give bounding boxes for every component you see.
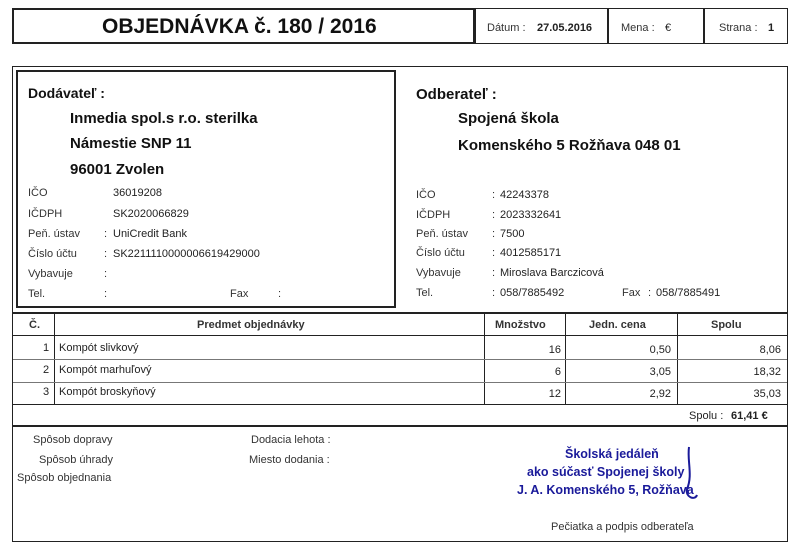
col-header-no: Č. xyxy=(29,319,40,331)
supplier-ico-value: 36019208 xyxy=(113,187,162,199)
shipping-label: Spôsob dopravy xyxy=(33,434,113,446)
customer-account-value: 4012585171 xyxy=(500,247,562,259)
supplier-contact-label: Vybavuje xyxy=(28,268,73,280)
supplier-fax-sep: : xyxy=(278,288,282,300)
customer-ico-value: 42243378 xyxy=(500,189,549,201)
stamp-line-3: J. A. Komenského 5, Rožňava xyxy=(517,483,694,497)
supplier-tel-sep: : xyxy=(104,288,108,300)
supplier-account-sep: : xyxy=(104,248,108,260)
supplier-bank-value: UniCredit Bank xyxy=(113,228,187,240)
table-row-3-no: 3 xyxy=(43,386,50,398)
customer-ico-label: IČO xyxy=(416,189,436,201)
title-box xyxy=(12,8,475,44)
supplier-bank-sep: : xyxy=(104,228,108,240)
customer-tel-label: Tel. xyxy=(416,287,434,299)
supplier-icdph-value: SK2020066829 xyxy=(113,208,189,220)
signature-label: Pečiatka a podpis odberateľa xyxy=(551,521,694,533)
date-box xyxy=(475,8,608,44)
col-header-item: Predmet objednávky xyxy=(197,319,305,331)
page-label: Strana : xyxy=(719,22,758,34)
customer-tel-sep: : xyxy=(492,287,496,299)
customer-contact-sep: : xyxy=(492,267,496,279)
table-row-2-no: 2 xyxy=(43,364,50,376)
signature-mark xyxy=(675,445,705,505)
customer-address: Komenského 5 Rožňava 048 01 xyxy=(458,137,681,154)
customer-contact-value: Miroslava Barczicová xyxy=(500,267,604,279)
table-row-2-qty: 6 xyxy=(554,366,561,378)
page-value: 1 xyxy=(768,22,775,34)
customer-account-sep: : xyxy=(492,247,496,259)
customer-icdph-label: IČDPH xyxy=(416,209,451,221)
customer-bank-sep: : xyxy=(492,228,496,240)
table-row-1-total: 8,06 xyxy=(759,344,781,356)
document-title: OBJEDNÁVKA č. 180 / 2016 xyxy=(102,15,377,38)
sum-value: 61,41 € xyxy=(731,410,768,422)
supplier-heading: Dodávateľ : xyxy=(28,85,105,101)
sum-label: Spolu : xyxy=(689,410,724,422)
customer-icdph-sep: : xyxy=(492,209,496,221)
customer-fax-sep: : xyxy=(648,287,652,299)
supplier-name: Inmedia spol.s r.o. sterilka xyxy=(70,110,258,127)
supplier-city: 96001 Zvolen xyxy=(70,161,165,178)
table-row-3-price: 2,92 xyxy=(649,388,671,400)
customer-account-label: Číslo účtu xyxy=(416,247,465,259)
page-box xyxy=(704,8,788,44)
delivery-place-label: Miesto dodania : xyxy=(249,454,330,466)
table-row-3-item: Kompót broskyňový xyxy=(59,386,156,398)
header-row-divider xyxy=(13,335,787,336)
row-divider-2 xyxy=(13,382,787,383)
col-header-qty: Množstvo xyxy=(495,319,546,331)
footer-box xyxy=(12,426,788,542)
customer-bank-value: 7500 xyxy=(500,228,525,240)
customer-name: Spojená škola xyxy=(458,110,559,127)
table-row-2-item: Kompót marhuľový xyxy=(59,364,152,376)
stamp-line-2: ako súčasť Spojenej školy xyxy=(527,465,685,479)
col-header-total: Spolu xyxy=(711,319,742,331)
supplier-ico-label: IČO xyxy=(28,187,48,199)
customer-heading: Odberateľ : xyxy=(416,86,497,103)
table-row-3-total: 35,03 xyxy=(753,388,781,400)
supplier-tel-label: Tel. xyxy=(28,288,46,300)
row-divider-1 xyxy=(13,359,787,360)
table-row-1-qty: 16 xyxy=(548,344,561,356)
customer-fax-value: 058/7885491 xyxy=(656,287,721,299)
supplier-account-label: Číslo účtu xyxy=(28,248,77,260)
customer-tel-value: 058/7885492 xyxy=(500,287,565,299)
currency-value: € xyxy=(665,22,672,34)
delivery-deadline-label: Dodacia lehota : xyxy=(251,434,331,446)
table-row-2-total: 18,32 xyxy=(753,366,781,378)
table-row-1-price: 0,50 xyxy=(649,344,671,356)
payment-label: Spôsob úhrady xyxy=(39,454,113,466)
sum-row-divider xyxy=(13,404,787,405)
customer-icdph-value: 2023332641 xyxy=(500,209,562,221)
order-method-label: Spôsob objednania xyxy=(17,472,112,484)
stamp-line-1: Školská jedáleň xyxy=(565,447,659,461)
supplier-street: Námestie SNP 11 xyxy=(70,135,192,152)
table-row-3-qty: 12 xyxy=(548,388,561,400)
supplier-icdph-label: IČDPH xyxy=(28,208,63,220)
currency-label: Mena : xyxy=(621,22,655,34)
table-row-1-item: Kompót slivkový xyxy=(59,342,139,354)
supplier-account-value: SK2211110000006619429000 xyxy=(113,248,260,260)
supplier-box xyxy=(16,70,396,308)
customer-contact-label: Vybavuje xyxy=(416,267,461,279)
table-row-2-price: 3,05 xyxy=(649,366,671,378)
supplier-fax-label: Fax xyxy=(230,288,249,300)
col-header-price: Jedn. cena xyxy=(589,319,646,331)
date-label: Dátum : xyxy=(487,22,526,34)
customer-ico-sep: : xyxy=(492,189,496,201)
customer-fax-label: Fax xyxy=(622,287,641,299)
table-row-1-no: 1 xyxy=(43,342,50,354)
currency-box xyxy=(608,8,704,44)
items-table xyxy=(12,313,788,426)
customer-bank-label: Peň. ústav xyxy=(416,228,468,240)
supplier-bank-label: Peň. ústav xyxy=(28,228,80,240)
supplier-contact-sep: : xyxy=(104,268,108,280)
date-value: 27.05.2016 xyxy=(537,22,593,34)
